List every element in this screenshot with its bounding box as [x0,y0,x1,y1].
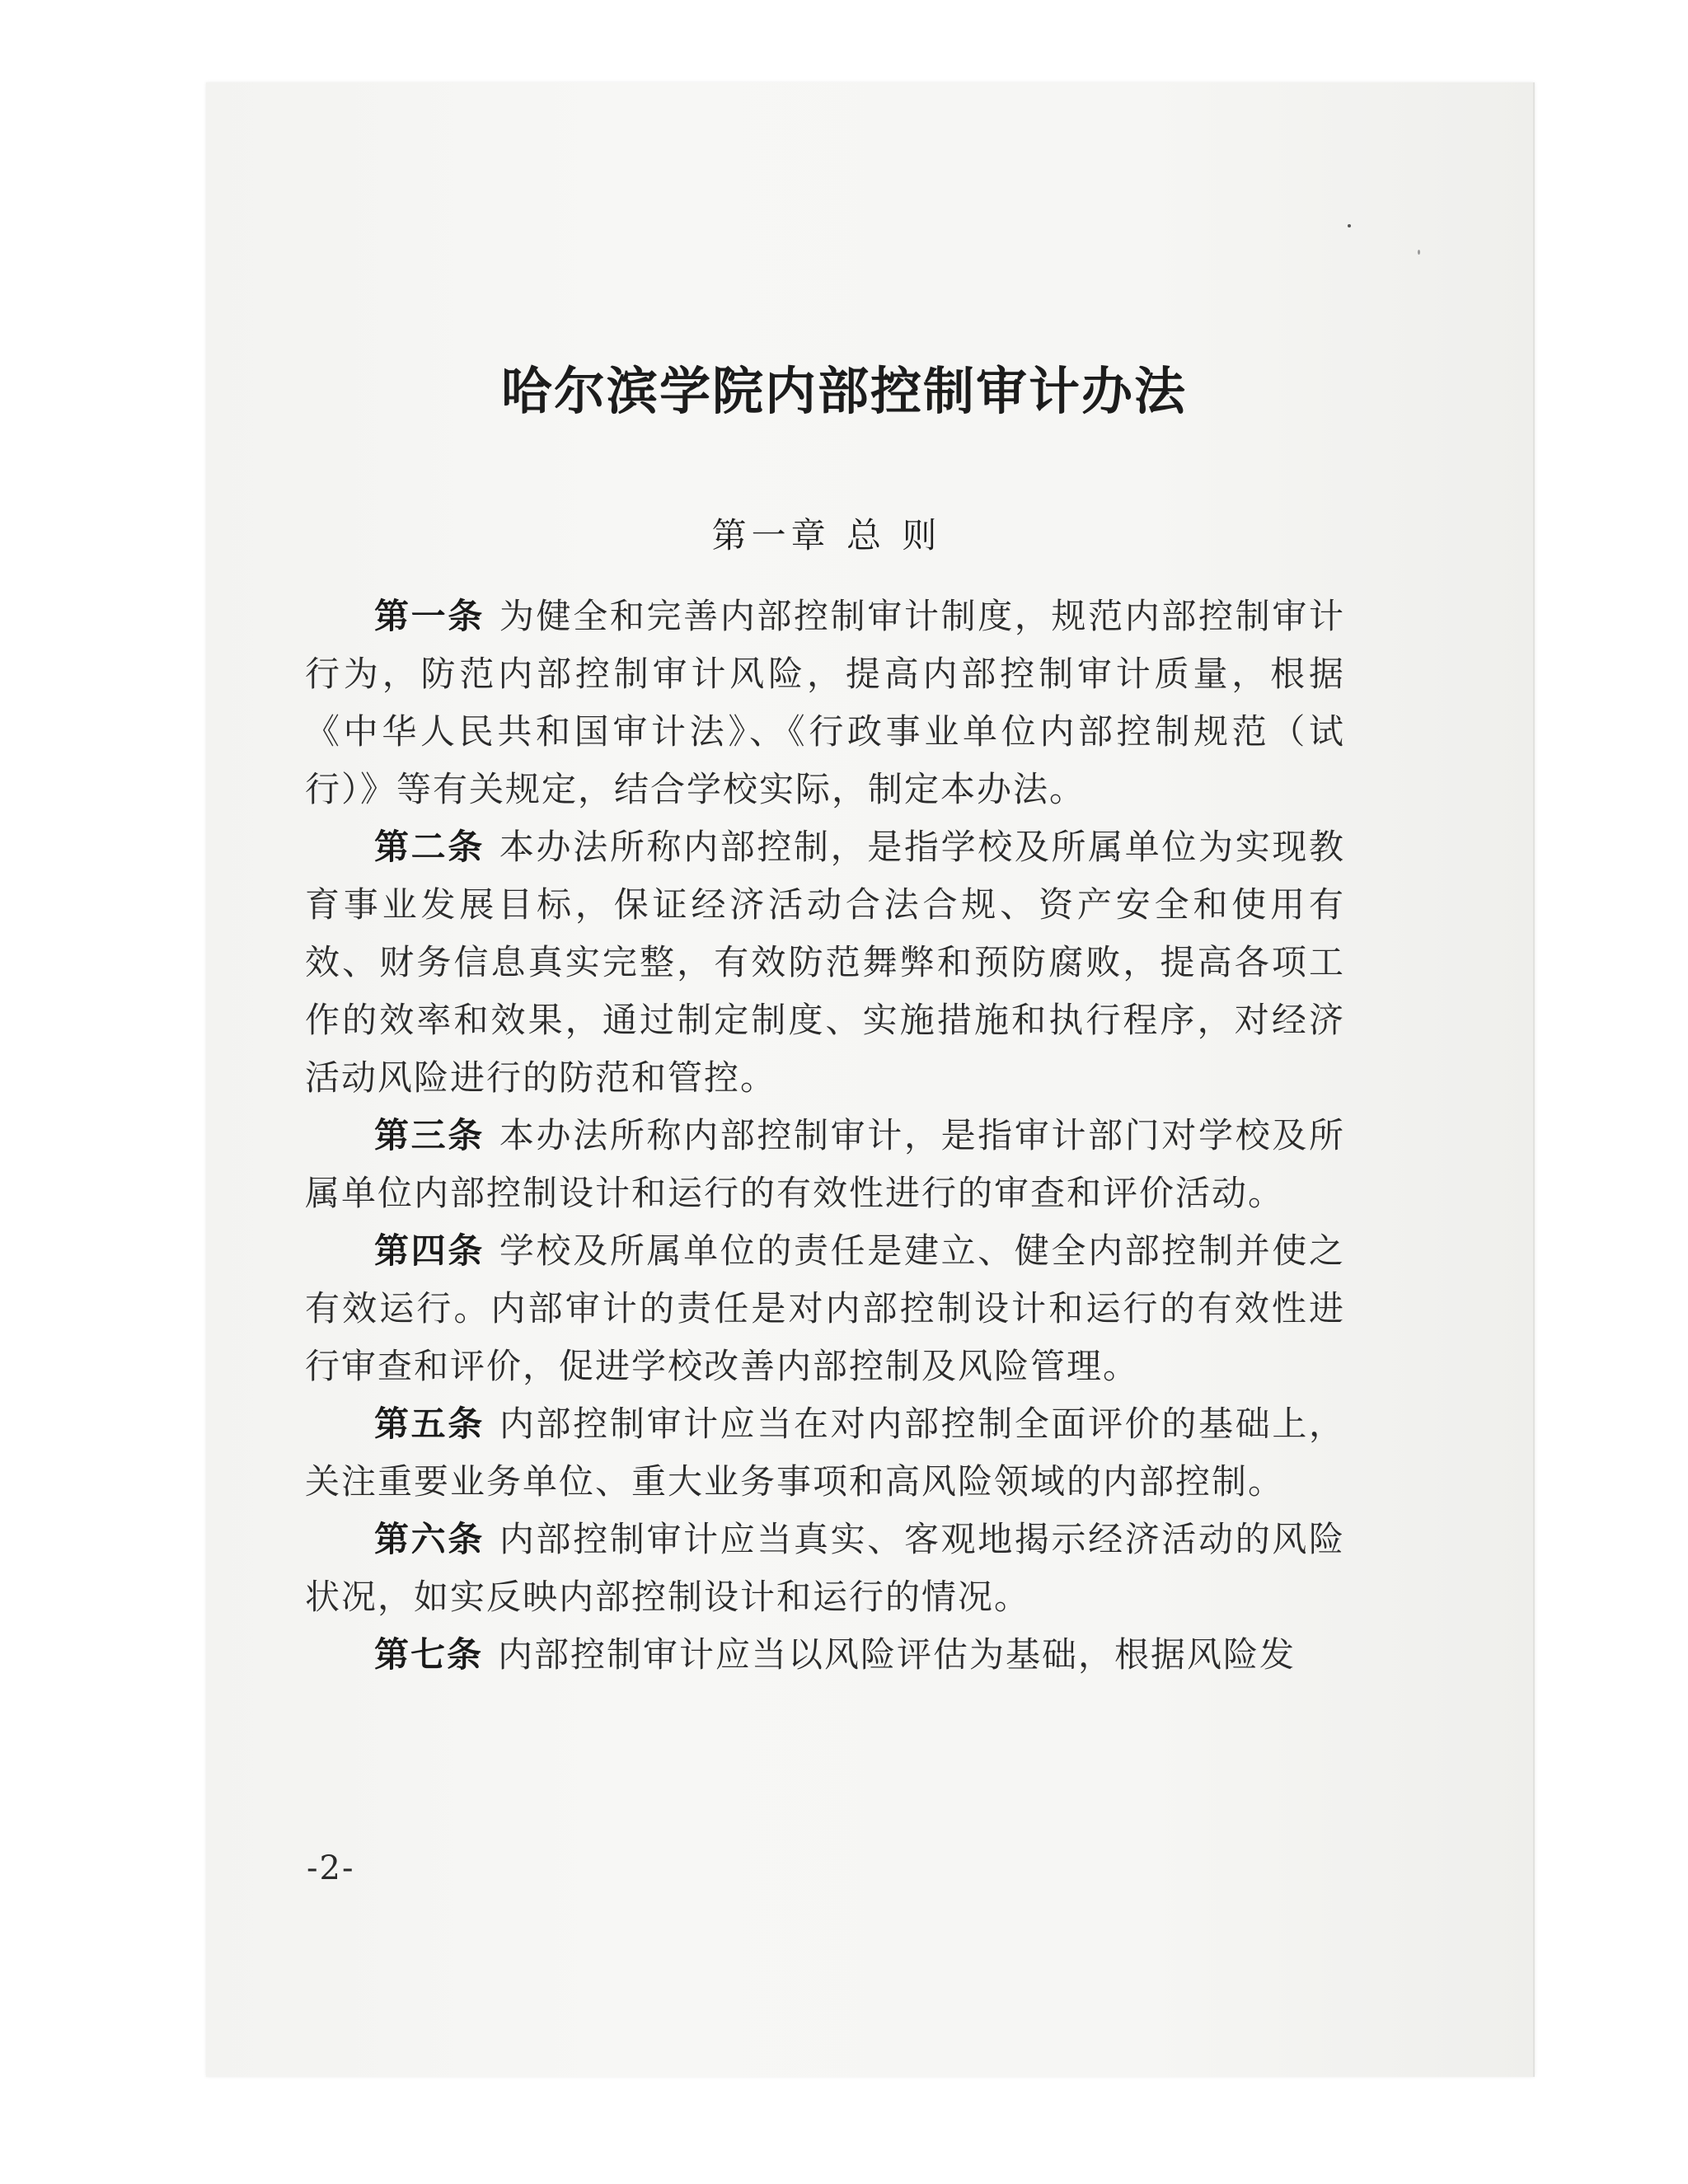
scan-speck [1418,250,1420,255]
article-text: 本办法所称内部控制，是指学校及所属单位为实现教育事业发展目标，保证经济活动合法合规、资产安全和使用有效、财务信息真实完整，有效防范舞弊和预防腐败，提高各项工作的效率和效果，通过制定制度、实施措施和执行程序，对经济活动风险进行的防范和管控。 [305,827,1345,1098]
article-number: 第二条 [374,827,485,867]
article-number: 第一条 [374,596,485,636]
article-text: 本办法所称内部控制审计，是指审计部门对学校及所属单位内部控制设计和运行的有效性进行的审查和评价活动。 [305,1115,1345,1213]
article-number: 第五条 [374,1404,485,1444]
article-paragraph [305,818,1345,1107]
article-text: 内部控制审计应当真实、客观地揭示经济活动的风险状况，如实反映内部控制设计和运行的情况。 [305,1519,1345,1617]
article-text: 内部控制审计应当在对内部控制全面评价的基础上，关注重要业务单位、重大业务事项和高风险领域的内部控制。 [305,1404,1345,1502]
chapter-heading: 第一章 总 则 [711,515,942,555]
document-body [305,588,1345,1684]
article-number: 第六条 [374,1519,485,1559]
article-number: 第三条 [374,1115,485,1155]
article-paragraph [305,1626,1345,1684]
article-paragraph [305,1107,1345,1222]
article-number: 第七条 [374,1634,484,1675]
article-text: 为健全和完善内部控制审计制度，规范内部控制审计行为，防范内部控制审计风险，提高内部控制审计质量，根据《中华人民共和国审计法》、《行政事业单位内部控制规范（试行）》等有关规定，结合学校实际，制定本办法。 [305,596,1345,809]
article-text: 学校及所属单位的责任是建立、健全内部控制并使之有效运行。内部审计的责任是对内部控制设计和运行的有效性进行审查和评价，促进学校改善内部控制及风险管理。 [305,1230,1345,1386]
document-title: 哈尔滨学院内部控制审计办法 [500,361,1187,421]
page-number: -2- [307,1849,355,1887]
article-text: 内部控制审计应当以风险评估为基础，根据风险发 [498,1634,1296,1675]
article-paragraph [305,1511,1345,1626]
article-number: 第四条 [374,1230,485,1271]
scan-speck [1348,224,1351,227]
article-paragraph [305,1222,1345,1395]
article-paragraph [305,1395,1345,1511]
article-paragraph [305,588,1345,818]
